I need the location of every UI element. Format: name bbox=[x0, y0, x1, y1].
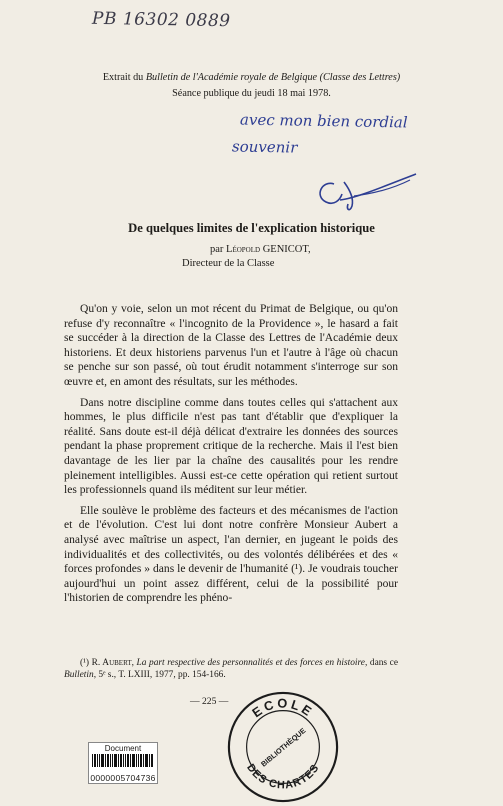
author-role: Directeur de la Classe bbox=[182, 258, 275, 269]
shelfmark-annotation: PB 16302 0889 bbox=[91, 8, 231, 32]
barcode bbox=[92, 754, 154, 767]
handwritten-signature bbox=[310, 170, 420, 214]
byline-prefix: par bbox=[210, 244, 227, 255]
stamp-bottom-word: DES CHARTES bbox=[244, 761, 322, 792]
footnote-author: R. Aubert, bbox=[91, 658, 137, 668]
byline bbox=[210, 244, 311, 255]
session-line: Séance publique du jeudi 18 mai 1978. bbox=[172, 88, 331, 99]
document-barcode-label bbox=[88, 742, 158, 784]
label-title: Document bbox=[104, 744, 142, 753]
footnote-marker: (¹) bbox=[80, 658, 92, 668]
paragraph: Dans notre discipline comme dans toutes celles qui s'attachent aux hommes, le plus difficile n'est pas tant d'établir que d'expliquer la réalité. Sans doute est-il déjà délicat d'extraire les données des sources pendant la phase proprement critique de la recherche. Mais il l'est bien davantage de les lier par la chaîne des causalités pour les rendre pleinement intelligibles. Aussi est-ce cette opération qui retient surtout les professionnels quand ils méditent sur leur métier. bbox=[64, 396, 398, 497]
paragraph: Qu'on y voie, selon un mot récent du Primat de Belgique, ou qu'on refuse d'y reconnaître « l'incognito de la Providence », le hasard a fait se succéder à la direction de la Classe des Lettres de l'Académie deux historiens. Et deux historiens parvenus l'un et l'autre à l'âge où chacun se penche sur son passé, où tout érudit notamment s'interroge sur son œuvre et, en amont des résultats, sur les méthodes. bbox=[64, 303, 398, 388]
paragraph: Elle soulève le problème des facteurs et des mécanismes de l'action et de l'évolution. C'est lui dont notre confrère Monsieur Aubert a analysé avec maîtrise un aspect, l'an dernier, en jugeant le poids des individualités et des collectivités, ou des volontés délibérées et des « forces profondes » dans le devenir de l'humanité (¹). Je voudrais toucher aujourd'hui un point assez différent, celui de la possibilité pour l'historien de comprendre les phéno- bbox=[64, 504, 398, 605]
extract-header bbox=[0, 72, 503, 83]
label-number: 0000005704736 bbox=[90, 773, 156, 783]
body-text bbox=[64, 302, 398, 612]
extract-prefix: Extrait du bbox=[102, 72, 146, 83]
page-number: — 225 — bbox=[190, 696, 229, 707]
footnote-journal: Bulletin bbox=[64, 670, 94, 680]
footnote-mid: , dans ce bbox=[364, 658, 398, 668]
footnote-rest: , 5ᵉ s., T. LXIII, 1977, pp. 154-166. bbox=[93, 670, 226, 680]
handwritten-inscription-line1: avec mon bien cordial bbox=[239, 110, 408, 132]
footnote-title: La part respective des personnalités et des forces en histoire bbox=[136, 658, 365, 668]
article-title: De quelques limites de l'explication historique bbox=[128, 221, 375, 235]
bulletin-title: Bulletin de l'Académie royale de Belgique (Classe des Lettres) bbox=[145, 72, 401, 83]
library-stamp bbox=[224, 688, 342, 806]
svg-text:DES CHARTES bbox=[244, 762, 322, 792]
footnote bbox=[64, 657, 398, 681]
author-surname: GENICOT, bbox=[262, 244, 311, 255]
handwritten-inscription-line2: souvenir bbox=[231, 137, 298, 157]
author-first-name: Léopold bbox=[226, 244, 261, 255]
stamp-middle-word: BIBLIOTHÈQUE bbox=[259, 726, 308, 769]
stamp-top-word: ECOLE bbox=[249, 695, 317, 721]
